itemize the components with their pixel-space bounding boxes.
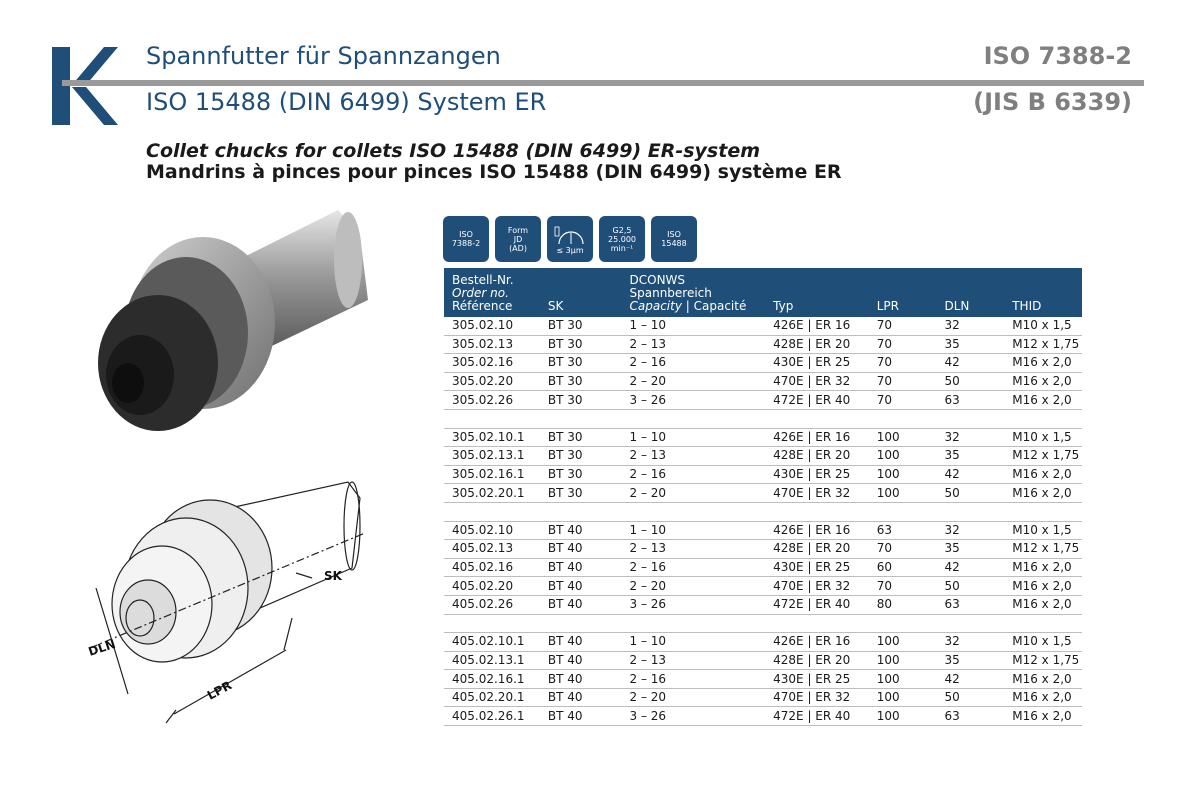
table-cell: M10 x 1,5 [1004,428,1082,447]
table-cell: 2 – 16 [622,354,766,373]
table-cell: BT 40 [540,558,622,577]
table-cell: 70 [869,391,937,410]
table-cell: M12 x 1,75 [1004,335,1082,354]
table-cell: 70 [869,372,937,391]
table-cell: 405.02.13.1 [444,651,540,670]
table-cell: 32 [936,521,1004,540]
table-cell: 305.02.20.1 [444,484,540,503]
table-cell: 42 [936,558,1004,577]
lpr-label: LPR [204,678,235,703]
table-cell: M16 x 2,0 [1004,670,1082,689]
table-cell: M16 x 2,0 [1004,354,1082,373]
table-row [444,540,1082,559]
table-cell: M16 x 2,0 [1004,465,1082,484]
iso-15488-badge: ISO 15488 [651,216,697,262]
header-sk: SK [540,268,622,317]
table-cell: 430E | ER 25 [765,558,869,577]
table-cell: 70 [869,317,937,335]
table-cell: 2 – 13 [622,540,766,559]
table-row [444,428,1082,447]
table-cell: 42 [936,465,1004,484]
table-cell: 428E | ER 20 [765,447,869,466]
table-cell: 100 [869,633,937,652]
table-cell: 3 – 26 [622,707,766,726]
table-cell: 405.02.20 [444,577,540,596]
table-cell: 70 [869,577,937,596]
subtitle-english: Collet chucks for collets ISO 15488 (DIN 6499) ER-system [146,140,761,162]
table-cell: 50 [936,372,1004,391]
header-capacity: DCONWS Spannbereich Capacity | Capacité [622,268,766,317]
table-cell: M10 x 1,5 [1004,317,1082,335]
table-cell: 35 [936,335,1004,354]
table-cell: BT 30 [540,391,622,410]
table-cell: 470E | ER 32 [765,688,869,707]
table-row [444,465,1082,484]
table-cell: M16 x 2,0 [1004,372,1082,391]
table-cell: 305.02.13 [444,335,540,354]
table-cell: 305.02.26 [444,391,540,410]
table-cell: 100 [869,688,937,707]
table-cell: BT 40 [540,707,622,726]
page-title: Spannfutter für Spannzangen [146,42,501,70]
table-cell: 405.02.10.1 [444,633,540,652]
table-cell: 2 – 20 [622,577,766,596]
table-cell: 35 [936,651,1004,670]
table-row [444,521,1082,540]
table-cell: 1 – 10 [622,633,766,652]
table-cell: 80 [869,595,937,614]
product-table [444,268,1082,726]
balance-badge: G2,5 25.000 min⁻¹ [599,216,645,262]
jis-standard-label: (JIS B 6339) [973,88,1132,116]
table-cell: 405.02.13 [444,540,540,559]
table-cell: M16 x 2,0 [1004,577,1082,596]
table-cell: 42 [936,354,1004,373]
table-cell: 305.02.20 [444,372,540,391]
collet-chuck-photo [78,205,378,440]
table-cell: 50 [936,484,1004,503]
table-cell: 35 [936,447,1004,466]
table-cell: M10 x 1,5 [1004,521,1082,540]
table-cell: BT 40 [540,633,622,652]
header-typ: Typ [765,268,869,317]
table-row [444,595,1082,614]
table-cell: 1 – 10 [622,521,766,540]
table-cell: M16 x 2,0 [1004,484,1082,503]
table-row [444,354,1082,373]
table-row [444,670,1082,689]
table-cell: M16 x 2,0 [1004,595,1082,614]
table-cell: 430E | ER 25 [765,465,869,484]
table-cell: BT 30 [540,484,622,503]
table-cell: 426E | ER 16 [765,633,869,652]
table-cell: BT 40 [540,595,622,614]
header-dln: DLN [936,268,1004,317]
table-cell: 428E | ER 20 [765,651,869,670]
table-body [444,317,1082,726]
table-cell: M16 x 2,0 [1004,558,1082,577]
table-spacer-row [444,409,1082,428]
table-cell: 305.02.13.1 [444,447,540,466]
table-row [444,484,1082,503]
table-cell: 63 [936,391,1004,410]
table-cell: M16 x 2,0 [1004,391,1082,410]
table-row [444,558,1082,577]
table-header-row [444,268,1082,317]
table-cell: 2 – 16 [622,670,766,689]
table-cell: BT 40 [540,688,622,707]
table-cell: 3 – 26 [622,391,766,410]
header-lpr: LPR [869,268,937,317]
table-cell: M12 x 1,75 [1004,540,1082,559]
table-cell: 472E | ER 40 [765,707,869,726]
table-cell: 305.02.16.1 [444,465,540,484]
runout-badge: ≤ 3µm [547,216,593,262]
table-row [444,335,1082,354]
table-cell: BT 30 [540,317,622,335]
sk-label: SK [324,569,342,583]
table-spacer-row [444,502,1082,521]
table-cell: M16 x 2,0 [1004,707,1082,726]
dimension-drawing [60,478,380,738]
table-cell: 428E | ER 20 [765,540,869,559]
table-row [444,391,1082,410]
table-cell: 2 – 16 [622,465,766,484]
table-cell: BT 30 [540,465,622,484]
table-cell: 405.02.26.1 [444,707,540,726]
subtitle-french: Mandrins à pinces pour pinces ISO 15488 (DIN 6499) système ER [146,161,842,183]
table-cell: BT 30 [540,372,622,391]
table-row [444,577,1082,596]
table-cell: 305.02.16 [444,354,540,373]
table-cell: 70 [869,335,937,354]
table-cell: 1 – 10 [622,317,766,335]
table-cell: 63 [869,521,937,540]
dln-label: DLN [86,636,118,659]
table-cell: 430E | ER 25 [765,670,869,689]
table-row [444,651,1082,670]
table-cell: 405.02.16.1 [444,670,540,689]
table-cell: M16 x 2,0 [1004,688,1082,707]
table-cell: BT 30 [540,428,622,447]
table-row [444,707,1082,726]
system-title: ISO 15488 (DIN 6499) System ER [146,88,547,116]
table-cell: 428E | ER 20 [765,335,869,354]
table-cell: 100 [869,651,937,670]
table-cell: BT 40 [540,521,622,540]
header-order-no: Bestell-Nr. Order no. Référence [444,268,540,317]
table-cell: BT 40 [540,670,622,689]
table-cell: 100 [869,465,937,484]
table-cell: 100 [869,484,937,503]
table-cell: 470E | ER 32 [765,372,869,391]
dial-gauge-icon [553,224,587,246]
table-cell: BT 40 [540,577,622,596]
table-cell: 405.02.20.1 [444,688,540,707]
table-cell: BT 30 [540,354,622,373]
table-cell: BT 40 [540,651,622,670]
table-cell: 472E | ER 40 [765,595,869,614]
table-cell: 70 [869,540,937,559]
table-cell: 426E | ER 16 [765,521,869,540]
table-spacer-row [444,614,1082,633]
spec-badges [443,216,697,262]
table-cell: 426E | ER 16 [765,428,869,447]
table-cell: M12 x 1,75 [1004,651,1082,670]
table-cell: 2 – 13 [622,651,766,670]
table-cell: 70 [869,354,937,373]
table-cell: 35 [936,540,1004,559]
table-row [444,633,1082,652]
table-cell: 2 – 20 [622,372,766,391]
table-cell: 2 – 13 [622,447,766,466]
table-cell: 32 [936,317,1004,335]
table-row [444,447,1082,466]
header-rule [62,80,1144,86]
table-cell: 100 [869,670,937,689]
table-cell: M10 x 1,5 [1004,633,1082,652]
table-cell: 2 – 16 [622,558,766,577]
table-cell: BT 30 [540,447,622,466]
iso-7388-badge: ISO 7388-2 [443,216,489,262]
company-logo [52,47,118,125]
table-cell: 63 [936,595,1004,614]
table-cell: 50 [936,577,1004,596]
table-cell: 60 [869,558,937,577]
table-cell: 2 – 13 [622,335,766,354]
table-cell: 32 [936,633,1004,652]
table-cell: 1 – 10 [622,428,766,447]
header-thid: THID [1004,268,1082,317]
table-row [444,317,1082,335]
table-cell: 430E | ER 25 [765,354,869,373]
table-cell: 305.02.10.1 [444,428,540,447]
form-jd-badge: Form JD (AD) [495,216,541,262]
table-cell: 32 [936,428,1004,447]
table-cell: 405.02.10 [444,521,540,540]
table-cell: 100 [869,447,937,466]
table-cell: 305.02.10 [444,317,540,335]
table-cell: 2 – 20 [622,688,766,707]
table-cell: 405.02.16 [444,558,540,577]
table-cell: 470E | ER 32 [765,577,869,596]
table-cell: 426E | ER 16 [765,317,869,335]
table-cell: BT 40 [540,540,622,559]
table-cell: 50 [936,688,1004,707]
table-row [444,688,1082,707]
table-cell: 470E | ER 32 [765,484,869,503]
table-cell: M12 x 1,75 [1004,447,1082,466]
table-cell: BT 30 [540,335,622,354]
table-cell: 100 [869,428,937,447]
table-cell: 405.02.26 [444,595,540,614]
table-cell: 42 [936,670,1004,689]
table-cell: 100 [869,707,937,726]
standard-label: ISO 7388-2 [983,42,1132,70]
table-cell: 3 – 26 [622,595,766,614]
table-cell: 2 – 20 [622,484,766,503]
table-cell: 472E | ER 40 [765,391,869,410]
table-row [444,372,1082,391]
table-cell: 63 [936,707,1004,726]
